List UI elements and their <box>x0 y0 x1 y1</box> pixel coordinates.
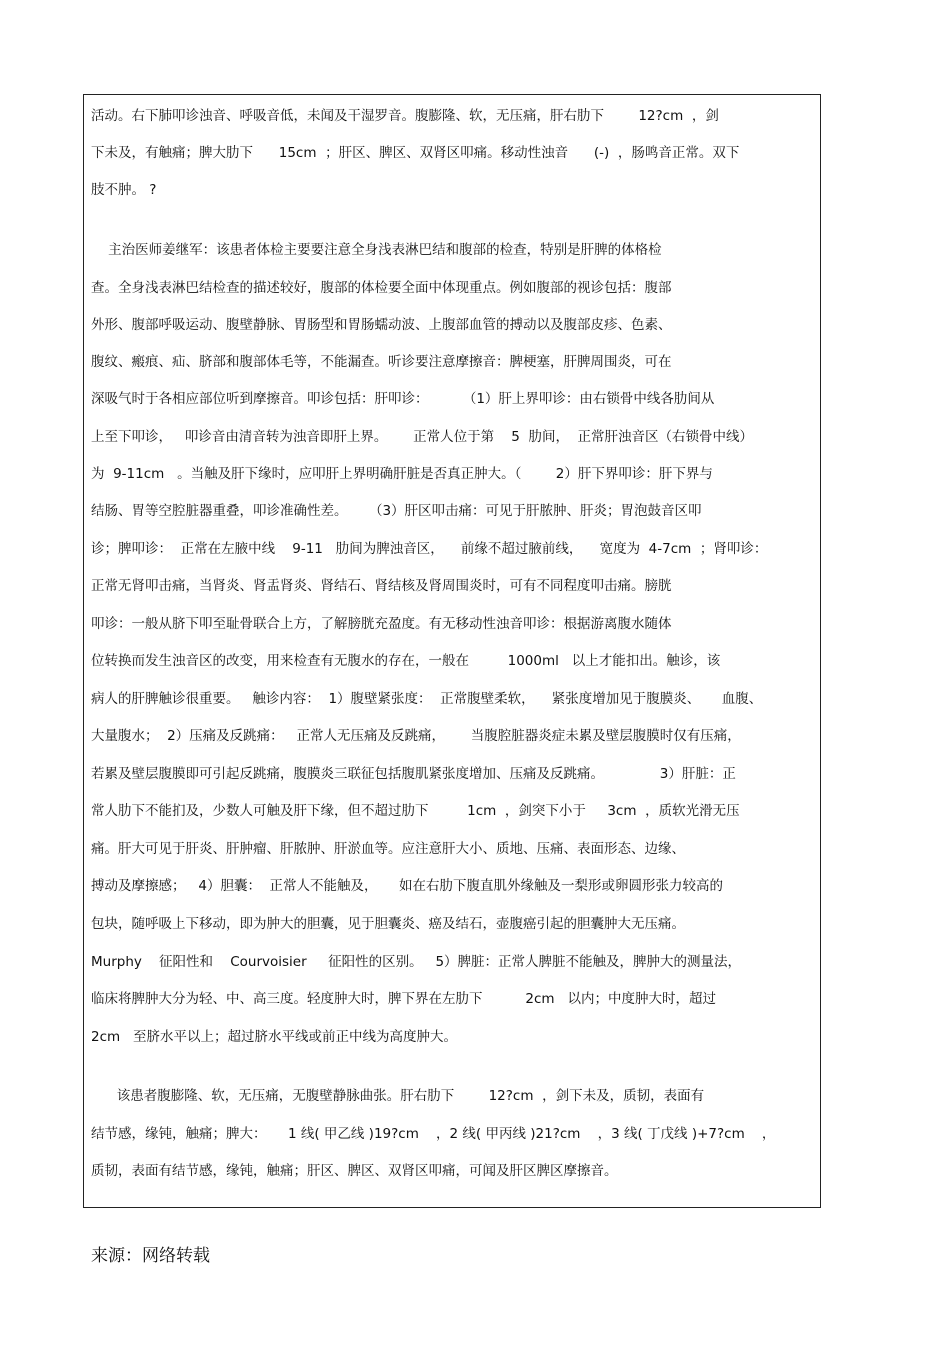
text-line: 常人肋下不能扪及，少数人可触及肝下缘，但不超过肋下 1cm ，剑突下小于 3cm ，质软光滑无压 <box>91 803 740 819</box>
text-line: 正常无肾叩击痛，当肾炎、肾盂肾炎、肾结石、肾结核及肾周围炎时，可有不同程度叩击痛。膀胱 <box>91 578 672 594</box>
text-line: 痛。肝大可见于肝炎、肝肿瘤、肝脓肿、肝淤血等。应注意肝大小、质地、压痛、表面形态、边缘、 <box>91 841 685 857</box>
text-line: 大量腹水； 2）压痛及反跳痛： 正常人无压痛及反跳痛， 当腹腔脏器炎症未累及壁层腹膜时仅有压痛， <box>91 728 741 744</box>
text-line: 上至下叩诊， 叩诊音由清音转为浊音即肝上界。 正常人位于第 5 肋间， 正常肝浊音区（右锁骨中线） <box>91 429 754 445</box>
text-line: 该患者腹膨隆、软，无压痛，无腹壁静脉曲张。肝右肋下 12?cm ，剑下未及，质韧，表面有 <box>91 1088 705 1104</box>
text-line: 下未及，有触痛；脾大肋下 15cm ；肝区、脾区、双肾区叩痛。移动性浊音 (-) ，肠鸣音正常。双下 <box>91 145 740 161</box>
text-line: 结节感，缘钝，触痛；脾大： 1 线( 甲乙线 )19?cm ，2 线( 甲丙线 )21?cm ，3 线( 丁戊线 )+7?cm ， <box>91 1126 776 1142</box>
source-note: 来源：网络转载 <box>91 1246 210 1266</box>
text-line: 2cm 至脐水平以上；超过脐水平线或前正中线为高度肿大。 <box>91 1029 458 1045</box>
text-line: 活动。右下肺叩诊浊音、呼吸音低，未闻及干湿罗音。腹膨隆、软，无压痛，肝右肋下 12?cm ，剑 <box>91 108 719 124</box>
text-line: 查。全身浅表淋巴结检查的描述较好，腹部的体检要全面中体现重点。例如腹部的视诊包括：腹部 <box>91 280 672 296</box>
text-line: 叩诊：一般从脐下叩至耻骨联合上方，了解膀胱充盈度。有无移动性浊音叩诊：根据游离腹水随体 <box>91 616 672 632</box>
text-line: 结肠、胃等空腔脏器重叠，叩诊准确性差。 （3）肝区叩击痛：可见于肝脓肿、肝炎；胃泡鼓音区叩 <box>91 503 702 519</box>
text-line: 质韧，表面有结节感，缘钝，触痛；肝区、脾区、双肾区叩痛，可闻及肝区脾区摩擦音。 <box>91 1163 618 1179</box>
text-line: 为 9-11cm 。当触及肝下缘时，应叩肝上界明确肝脏是否真正肿大。（ 2）肝下界叩诊：肝下界与 <box>91 466 713 482</box>
text-line: 包块，随呼吸上下移动，即为肿大的胆囊，见于胆囊炎、癌及结石，壶腹癌引起的胆囊肿大无压痛。 <box>91 916 685 932</box>
text-line: 临床将脾肿大分为轻、中、高三度。轻度肿大时，脾下界在左肋下 2cm 以内；中度肿大时，超过 <box>91 991 716 1007</box>
text-line: 深吸气时于各相应部位听到摩擦音。叩诊包括：肝叩诊： （1）肝上界叩诊：由右锁骨中线各肋间从 <box>91 391 715 407</box>
text-line: 搏动及摩擦感； 4）胆囊： 正常人不能触及， 如在右肋下腹直肌外缘触及一梨形或卵圆形张力较高的 <box>91 878 724 894</box>
text-line: 位转换而发生浊音区的改变，用来检查有无腹水的存在，一般在 1000ml 以上才能扣出。触诊，该 <box>91 653 721 669</box>
text-line: 外形、腹部呼吸运动、腹壁静脉、胃肠型和胃肠蠕动波、上腹部血管的搏动以及腹部皮疹、色素、 <box>91 317 672 333</box>
text-line: 诊；脾叩诊： 正常在左腋中线 9-11 肋间为脾浊音区， 前缘不超过腋前线， 宽度为 4-7cm ；肾叩诊： <box>91 541 768 557</box>
text-line: 若累及壁层腹膜即可引起反跳痛，腹膜炎三联征包括腹肌紧张度增加、压痛及反跳痛。 3）肝脏：正 <box>91 766 736 782</box>
text-line: Murphy 征阳性和 Courvoisier 征阳性的区别。 5）脾脏：正常人脾脏不能触及，脾肿大的测量法， <box>91 954 742 970</box>
text-line: 主治医师姜继军：该患者体检主要要注意全身浅表淋巴结和腹部的检查，特别是肝脾的体格检 <box>91 242 662 258</box>
text-line: 病人的肝脾触诊很重要。 触诊内容： 1）腹壁紧张度： 正常腹壁柔软， 紧张度增加见于腹膜炎、 血腹、 <box>91 691 763 707</box>
text-line: 腹纹、瘢痕、疝、脐部和腹部体毛等，不能漏查。听诊要注意摩擦音：脾梗塞，肝脾周围炎，可在 <box>91 354 672 370</box>
text-line: 肢不肿。 ? <box>91 182 157 198</box>
